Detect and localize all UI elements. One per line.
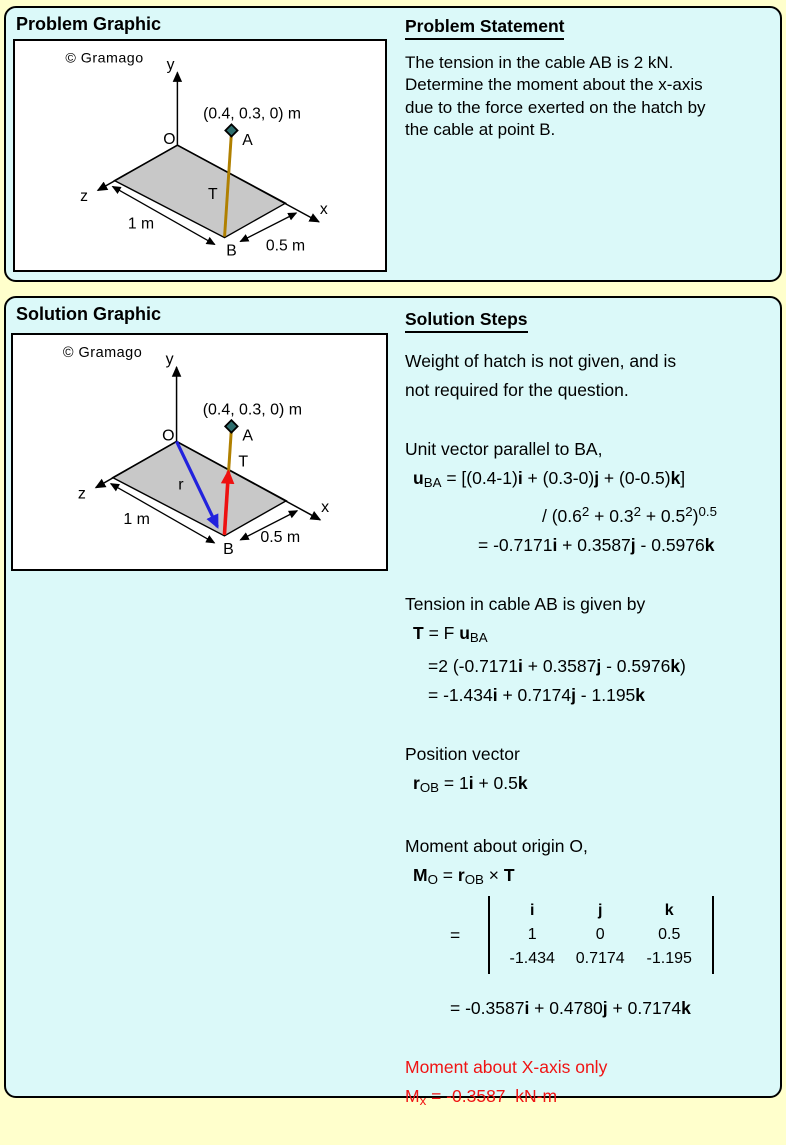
solution-step-line: Tension in cable AB is given by	[405, 593, 646, 614]
z-axis-label: z	[77, 485, 86, 503]
dim-0.5m-label: 0.5 m	[265, 237, 306, 255]
solution-steps-text	[405, 347, 777, 1115]
determinant-cell: k	[664, 901, 674, 919]
problem-graphic-box	[13, 39, 387, 272]
statement-line: The tension in the cable AB is 2 kN.	[405, 53, 674, 72]
solution-steps-heading: Solution Steps	[405, 309, 528, 333]
determinant-cell: 0.5	[658, 925, 681, 943]
y-axis-label: y	[165, 351, 174, 369]
determinant-cell: 1	[527, 925, 537, 943]
origin-label: O	[162, 427, 175, 445]
point-a-label: A	[242, 132, 253, 150]
point-b-label: B	[223, 540, 234, 558]
solution-step-line: Position vector	[405, 743, 520, 764]
coordinate-label: (0.4, 0.3, 0) m	[203, 105, 302, 123]
dim-0.5m-label: 0.5 m	[260, 528, 301, 546]
solution-step-line: $M_O = r_{OB} \times T$	[413, 864, 515, 887]
determinant-equals: =	[450, 924, 461, 945]
problem-statement-heading: Problem Statement	[405, 16, 564, 40]
x-axis-label: x	[319, 200, 328, 218]
determinant-cell: i	[530, 901, 535, 919]
solution-step-line: $r_{OB} = 1i + 0.5k$	[413, 772, 528, 795]
statement-line: due to the force exerted on the hatch by	[405, 97, 706, 117]
solution-panel	[4, 296, 782, 1108]
watermark: © Gramago	[65, 50, 144, 67]
solution-graphic-box	[11, 333, 388, 571]
x-axis-label: x	[321, 498, 330, 516]
solution-step-paragraph	[405, 590, 777, 710]
problem-statement-text	[405, 52, 773, 142]
y-axis-label: y	[166, 56, 175, 74]
tension-label: T	[238, 453, 249, 471]
determinant-cell: -1.434	[509, 949, 555, 967]
watermark: © Gramago	[62, 345, 143, 362]
solution-step-paragraph	[405, 347, 777, 405]
solution-step-line: =2 (-0.7171i + 0.3587j - 0.5976k)	[428, 655, 686, 676]
dim-1m-label: 1 m	[127, 215, 155, 233]
solution-steps-column	[405, 309, 777, 1145]
statement-line: Determine the moment about the x-axis	[405, 75, 703, 95]
tension-label: T	[207, 186, 218, 204]
solution-step-line: not required for the question.	[405, 380, 629, 400]
problem-graphic-title: Problem Graphic	[16, 14, 162, 34]
statement-line: the cable at point B.	[405, 120, 556, 140]
determinant-cell: 0	[595, 925, 605, 943]
z-axis-label: z	[80, 188, 88, 206]
determinant-matrix	[488, 896, 714, 974]
determinant-cell: j	[598, 901, 603, 919]
problem-panel	[4, 6, 782, 282]
solution-step-paragraph	[405, 740, 777, 802]
solution-diagram	[13, 335, 386, 569]
point-a-marker	[225, 420, 237, 432]
solution-step-line: / $(0.6^2 + 0.3^2 + 0.5^2)^{0.5}$	[542, 503, 717, 526]
solution-step-line: = -0.3587i + 0.4780j + 0.7174k	[450, 997, 691, 1018]
determinant-cell: 0.7174	[575, 949, 625, 967]
solution-step-paragraph	[405, 435, 777, 560]
solution-step-line: $M_x = -0.3587$ kN-m	[405, 1085, 558, 1108]
solution-step-line: Unit vector parallel to BA,	[405, 439, 603, 459]
solution-step-paragraph	[405, 832, 777, 1023]
dim-1m-label: 1 m	[123, 510, 150, 528]
solution-step-line: Weight of hatch is not given, and is	[405, 351, 677, 371]
determinant-cell: -1.195	[646, 949, 692, 967]
solution-step-line: Moment about origin O,	[405, 835, 588, 856]
problem-diagram	[15, 41, 385, 270]
solution-step-paragraph	[405, 1053, 777, 1115]
point-a-label: A	[242, 427, 254, 445]
solution-step-line: = -0.7171i + 0.3587j - 0.5976k	[478, 534, 715, 555]
solution-step-line: $u_{BA} = [(0.4-1)i + (0.3-0)j + (0-0.5)k]$	[413, 468, 686, 490]
r-vector-label: r	[178, 476, 184, 494]
solution-step-line: = -1.434i + 0.7174j - 1.195k	[428, 684, 646, 705]
origin-label: O	[163, 131, 176, 149]
solution-graphic-title: Solution Graphic	[16, 304, 162, 324]
problem-statement-column	[405, 16, 773, 142]
coordinate-label: (0.4, 0.3, 0) m	[202, 401, 302, 419]
point-a-marker	[225, 124, 237, 136]
solution-step-line: Moment about X-axis only	[405, 1056, 608, 1077]
determinant-block	[405, 896, 777, 974]
point-b-label: B	[226, 242, 237, 260]
solution-step-line: T = F $u_{BA}$	[413, 622, 488, 645]
